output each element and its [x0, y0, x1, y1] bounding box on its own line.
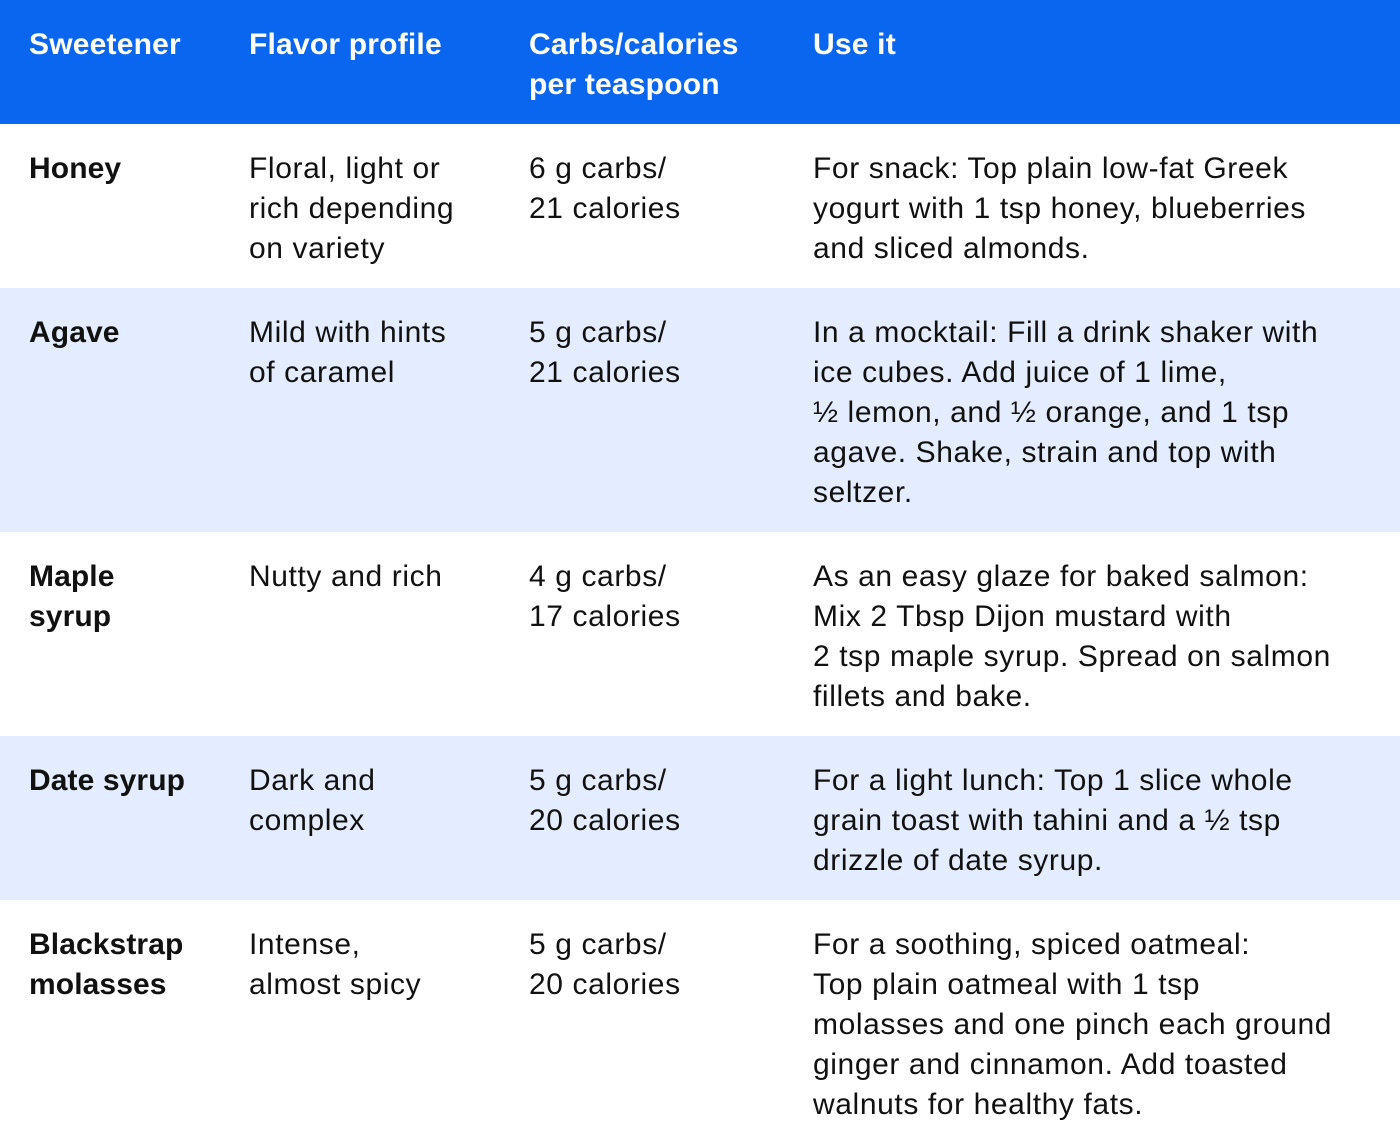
use-it: As an easy glaze for baked salmon: Mix 2 Tbsp Dijon mustard with 2 tsp maple syrup. Spread on salmon fillets and bake.: [813, 560, 1331, 713]
flavor-profile: Mild with hints of caramel: [249, 316, 447, 389]
flavor-profile: Floral, light or rich depending on variety: [249, 152, 455, 265]
sweetener-name: Agave: [29, 316, 120, 349]
table-row: [0, 532, 1400, 736]
flavor-profile: Dark and complex: [249, 764, 376, 837]
table-row: [0, 124, 1400, 288]
sweetener-name: Honey: [29, 152, 122, 185]
carbs-calories: 4 g carbs/ 17 calories: [529, 560, 681, 633]
sweetener-name: Blackstrap molasses: [29, 928, 184, 1001]
use-it: For snack: Top plain low-fat Greek yogurt with 1 tsp honey, blueberries and sliced almonds.: [813, 152, 1306, 265]
table-row: [0, 736, 1400, 900]
header-flavor-profile: Flavor profile: [249, 28, 442, 61]
sweetener-name: Date syrup: [29, 764, 186, 797]
header-carbs-calories: Carbs/calories per teaspoon: [529, 28, 739, 101]
flavor-profile: Intense, almost spicy: [249, 928, 422, 1001]
use-it: In a mocktail: Fill a drink shaker with ice cubes. Add juice of 1 lime, ½ lemon, and ½ orange, and 1 tsp agave. Shake, strain and top with seltzer.: [813, 316, 1319, 509]
header-use-it: Use it: [813, 28, 896, 61]
table-row: [0, 288, 1400, 532]
carbs-calories: 5 g carbs/ 20 calories: [529, 764, 681, 837]
header-sweetener: Sweetener: [29, 28, 181, 61]
use-it: For a light lunch: Top 1 slice whole grain toast with tahini and a ½ tsp drizzle of date syrup.: [813, 764, 1293, 877]
table-header: [0, 0, 1400, 124]
carbs-calories: 6 g carbs/ 21 calories: [529, 152, 681, 225]
use-it: For a soothing, spiced oatmeal: Top plain oatmeal with 1 tsp molasses and one pinch each ground ginger and cinnamon. Add toasted walnuts for healthy fats.: [813, 928, 1333, 1121]
carbs-calories: 5 g carbs/ 20 calories: [529, 928, 681, 1001]
table-row: [0, 900, 1400, 1144]
carbs-calories: 5 g carbs/ 21 calories: [529, 316, 681, 389]
flavor-profile: Nutty and rich: [249, 560, 443, 593]
sweetener-name: Maple syrup: [29, 560, 115, 633]
